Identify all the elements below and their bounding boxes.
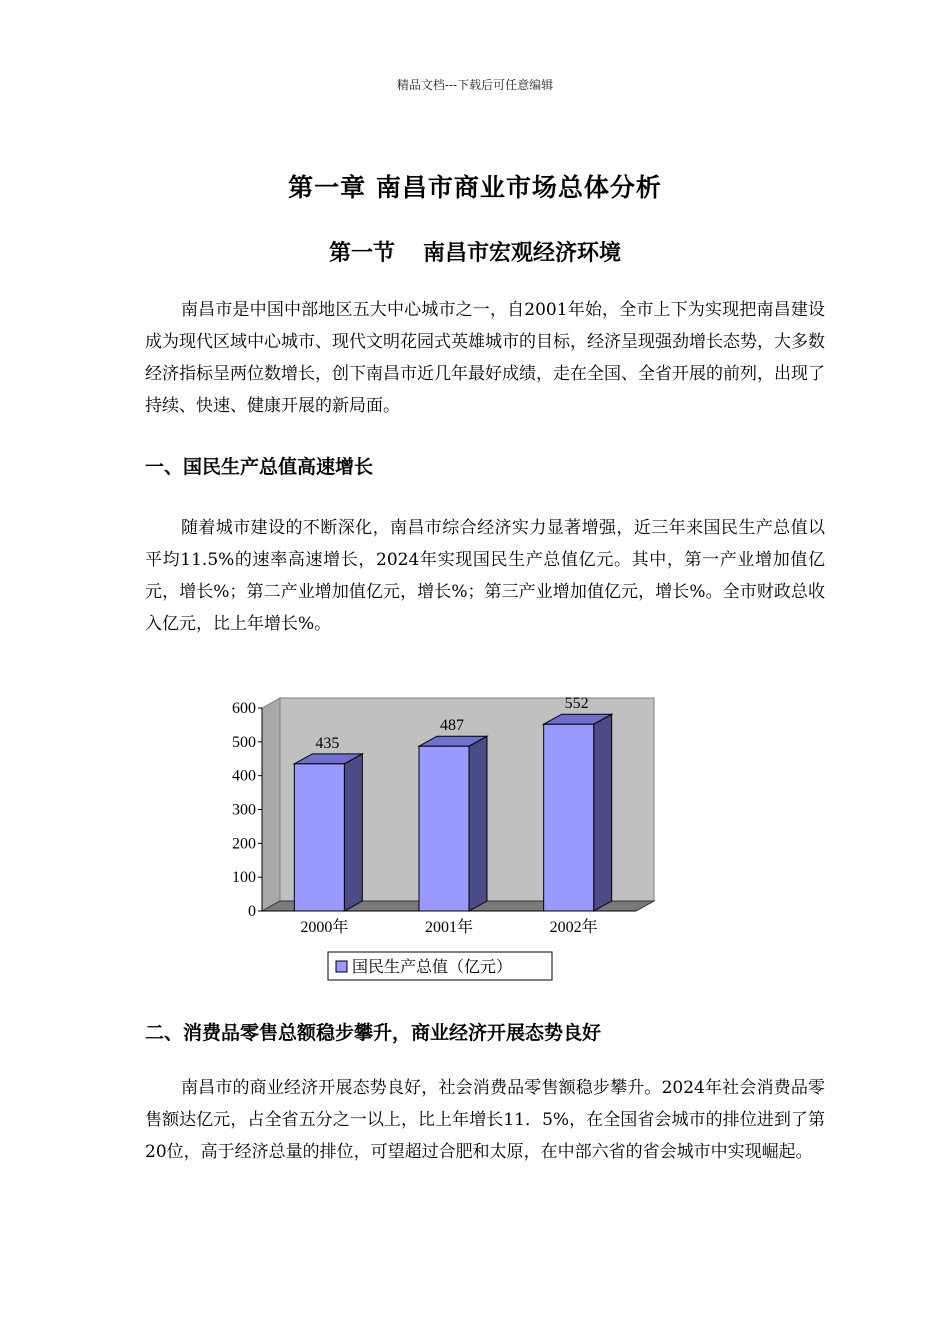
section-name: 南昌市宏观经济环境 xyxy=(423,241,622,266)
legend-swatch xyxy=(336,961,347,972)
y-tick-label: 200 xyxy=(232,835,256,853)
bar-side xyxy=(594,714,612,911)
gdp-bar-chart xyxy=(220,690,680,990)
bar-side xyxy=(344,754,362,911)
data-label: 487 xyxy=(440,717,464,735)
y-tick-label: 100 xyxy=(232,869,256,887)
intro-paragraph: 南昌市是中国中部地区五大中心城市之一，自2001年始，全市上下为实现把南昌建设成为现代区域中心城市、现代文明花园式英雄城市的目标，经济呈现强劲增长态势，大多数经济指标呈两位数增长，创下南昌市近几年最好成绩，走在全国、全省开展的前列，出现了持续、快速、健康开展的新局面。 xyxy=(145,300,825,416)
bar-side xyxy=(469,736,487,911)
chapter-title: 第一章 南昌市商业市场总体分析 xyxy=(288,173,662,202)
bar xyxy=(544,724,594,911)
data-label: 552 xyxy=(564,695,589,713)
y-tick-label: 500 xyxy=(232,733,256,751)
page-header: 精品文档---下载后可任意编辑 xyxy=(396,78,554,92)
y-tick-label: 300 xyxy=(232,801,256,819)
y-tick-label: 400 xyxy=(232,767,256,785)
bar xyxy=(294,764,344,911)
heading-gdp-growth: 一、国民生产总值高速增长 xyxy=(145,456,374,478)
section-title xyxy=(0,236,950,267)
x-tick-label: 2002年 xyxy=(549,919,598,936)
chart-side-wall xyxy=(262,698,280,911)
gdp-paragraph: 随着城市建设的不断深化，南昌市综合经济实力显著增强，近三年来国民生产总值以平均11.5%的速率高速增长，2024年实现国民生产总值亿元。其中，第一产业增加值亿元，增长%；第二产业增加值亿元，增长%；第三产业增加值亿元，增长%。全市财政总收入亿元，比上年增长%。 xyxy=(145,518,825,634)
y-tick-label: 0 xyxy=(248,903,256,920)
data-label: 435 xyxy=(315,734,340,752)
chart-svg xyxy=(220,690,680,990)
bar xyxy=(419,746,469,911)
x-tick-label: 2001年 xyxy=(424,919,474,936)
x-tick-label: 2000年 xyxy=(300,919,349,936)
y-tick-label: 600 xyxy=(232,700,256,717)
heading-retail-growth: 二、消费品零售总额稳步攀升，商业经济开展态势良好 xyxy=(145,1022,602,1044)
retail-paragraph: 南昌市的商业经济开展态势良好，社会消费品零售额稳步攀升。2024年社会消费品零售额达亿元，占全省五分之一以上，比上年增长11．5%，在全国省会城市的排位进到了第20位，高于经济总量的排位，可望超过合肥和太原，在中部六省的省会城市中实现崛起。 xyxy=(145,1078,825,1162)
section-number: 第一节 xyxy=(328,241,395,266)
legend-label: 国民生产总值（亿元） xyxy=(352,959,513,976)
